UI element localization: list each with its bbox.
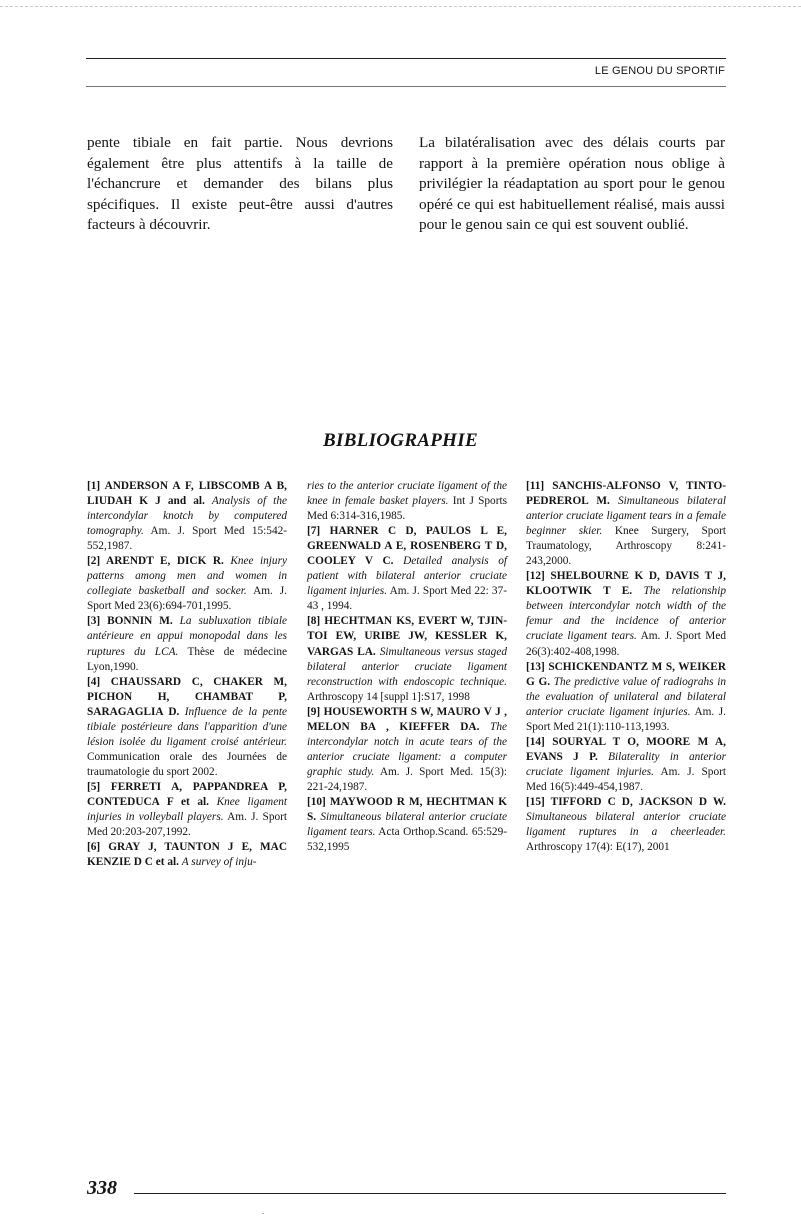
reference-title: Bilaterality in anterior cruciate ligament injuries. xyxy=(526,750,726,778)
reference-source: Thèse de médecine Lyon,1990. xyxy=(87,645,287,673)
reference-title: The relationship between intercondylar notch width of the femur and the incidence of anterior cruciate ligament tears. xyxy=(526,585,726,643)
bibliography-heading: BIBLIOGRAPHIE xyxy=(323,430,478,451)
reference-authors: [4] CHAUSSARD C, CHAKER M, PICHON H, CHAMBAT P, SARAGAGLIA D. xyxy=(87,675,287,718)
reference-source: Knee Surgery, Sport Traumatology, Arthroscopy 8:241-243,2000. xyxy=(526,525,727,568)
reference-authors: [11] SANCHIS-ALFONSO V, TINTO-PEDREROL M. xyxy=(526,480,726,508)
reference-8 xyxy=(307,614,507,704)
reference-9 xyxy=(307,705,507,795)
reference-title: Simultaneous bilateral anterior cruciate ligament tears in a female beginner skier. xyxy=(526,495,726,538)
reference-authors: [12] SHELBOURNE K D, DAVIS T J, KLOOTWIK T E. xyxy=(526,570,726,598)
reference-title: Simultaneous bilateral anterior cruciate ligament tears. xyxy=(307,811,507,839)
bibliography-column-3 xyxy=(526,479,726,855)
reference-source: Am. J. Sport Med. 15(3): 221-24,1987. xyxy=(307,765,507,793)
reference-10 xyxy=(307,795,507,855)
reference-14 xyxy=(526,735,726,795)
reference-6-continued xyxy=(307,479,507,524)
reference-authors: [7] HARNER C D, PAULOS L E, GREENWALD A E, ROSENBERG T D, COOLEY V C. xyxy=(307,525,507,568)
reference-source: Communication orale des Journées de traumatologie du sport 2002. xyxy=(87,750,287,778)
running-head: LE GENOU DU SPORTIF xyxy=(594,65,725,77)
scan-speck xyxy=(262,1213,264,1214)
top-dashed-rule xyxy=(0,6,801,7)
reference-title: The predictive value of radiograhs in the evaluation of unilateral and bilateral anterior cruciate ligament injuries. xyxy=(526,675,726,718)
reference-3 xyxy=(87,614,287,674)
header-rule-top xyxy=(86,58,726,59)
reference-7 xyxy=(307,524,507,614)
reference-title: A survey of inju- xyxy=(181,856,257,869)
reference-title: Knee ligament injuries in volleyball players. xyxy=(87,795,287,824)
reference-11 xyxy=(526,479,726,569)
reference-authors: [15] TIFFORD C D, JACKSON D W. xyxy=(526,795,726,808)
intro-paragraph-left: pente tibiale en fait partie. Nous devrions également être plus attentifs à la taille de l'échancrure et demander des bilans plus spécifiques. Il existe peut-être aussi d'autres facteurs à découvrir. xyxy=(87,134,393,234)
reference-15 xyxy=(526,795,726,855)
reference-title: Analysis of the intercondylar knotch by computered tomography. xyxy=(87,495,287,538)
reference-title: The intercondylar notch in acute tears of the anterior cruciate ligament: a computer graphic study. xyxy=(307,720,507,778)
reference-title: La subluxation tibiale antérieure en appui monopodal dans les ruptures du LCA. xyxy=(87,615,287,658)
reference-title: Simultaneous versus staged bilateral anterior cruciate ligament reconstruction with endoscopic technique. xyxy=(307,645,507,688)
reference-title: Influence de la pente tibiale postérieure dans l'apparition d'une lésion isolée du ligament croisé antérieur. xyxy=(87,705,288,748)
reference-source: Int J Sports Med 6:314-316,1985. xyxy=(307,495,507,523)
reference-authors: [5] FERRETI A, PAPPANDREA P, CONTEDUCA F et al. xyxy=(87,780,287,808)
reference-6 xyxy=(87,840,287,870)
reference-source: Am. J. Sport Med 23(6):694-701,1995. xyxy=(87,585,287,613)
reference-source: Am. J. Sport Med 16(5):449-454,1987. xyxy=(526,765,727,793)
intro-column-right xyxy=(419,133,725,236)
reference-source: Am. J. Sport Med 20:203-207,1992. xyxy=(87,811,288,839)
reference-authors: [9] HOUSEWORTH S W, MAURO V J , MELON BA , KIEFFER DA. xyxy=(307,705,507,733)
reference-source: Am. J. Sport Med 26(3):402-408,1998. xyxy=(526,630,727,658)
reference-source: Acta Orthop.Scand. 65:529-532,1995 xyxy=(307,826,507,854)
reference-5 xyxy=(87,780,287,840)
reference-authors: [1] ANDERSON A F, LIBSCOMB A B, LIUDAH K J and al. xyxy=(87,480,287,508)
reference-title: Simultaneous bilateral anterior cruciate ligament ruptures in a cheerleader. xyxy=(526,811,726,839)
reference-title: ries to the anterior cruciate ligament of the knee in female basket players. xyxy=(307,480,507,508)
reference-2 xyxy=(87,554,287,614)
reference-source: Am. J. Sport Med 22: 37-43 , 1994. xyxy=(307,585,507,613)
bibliography-column-1 xyxy=(87,479,287,870)
reference-authors: [8] HECHTMAN KS, EVERT W, TJIN-TOI EW, URIBE JW, KESSLER K, VARGAS LA. xyxy=(307,615,507,658)
reference-13 xyxy=(526,660,726,735)
intro-column-left xyxy=(87,133,393,236)
reference-authors: [6] GRAY J, TAUNTON J E, MAC KENZIE D C et al. xyxy=(87,841,287,869)
reference-12 xyxy=(526,569,726,659)
bibliography-column-2 xyxy=(307,479,507,855)
reference-source: Am. J. Sport Med 15:542-552,1987. xyxy=(87,525,288,553)
footer-rule xyxy=(134,1193,726,1194)
reference-authors: [2] ARENDT E, DICK R. xyxy=(87,555,224,568)
reference-title: Knee injury patterns among men and women in collegiate basketball and socker. xyxy=(87,555,287,598)
reference-authors: [3] BONNIN M. xyxy=(87,615,173,628)
reference-title: Detailed analysis of patient with bilateral anterior cruciate ligament injuries. xyxy=(307,555,507,598)
page-number: 338 xyxy=(87,1177,117,1199)
reference-4 xyxy=(87,675,287,780)
reference-authors: [13] SCHICKENDANTZ M S, WEIKER G G. xyxy=(526,660,726,688)
reference-source: Arthroscopy 17(4): E(17), 2001 xyxy=(526,841,670,854)
reference-authors: [10] MAYWOOD R M, HECHTMAN K S. xyxy=(307,795,507,824)
intro-paragraph-right: La bilatéralisation avec des délais courts par rapport à la première opération nous oblige à privilégier la réadaptation au sport pour le genou opéré ce qui est habituellement réalisé, mais aussi pour le genou sain ce qui est souvent oublié. xyxy=(419,134,725,234)
reference-1 xyxy=(87,479,287,554)
header-rule-bottom xyxy=(86,86,726,87)
reference-source: Arthroscopy 14 [suppl 1]:S17, 1998 xyxy=(307,690,470,703)
reference-source: Am. J. Sport Med 21(1):110-113,1993. xyxy=(526,705,726,733)
reference-authors: [14] SOURYAL T O, MOORE M A, EVANS J P. xyxy=(526,735,726,763)
